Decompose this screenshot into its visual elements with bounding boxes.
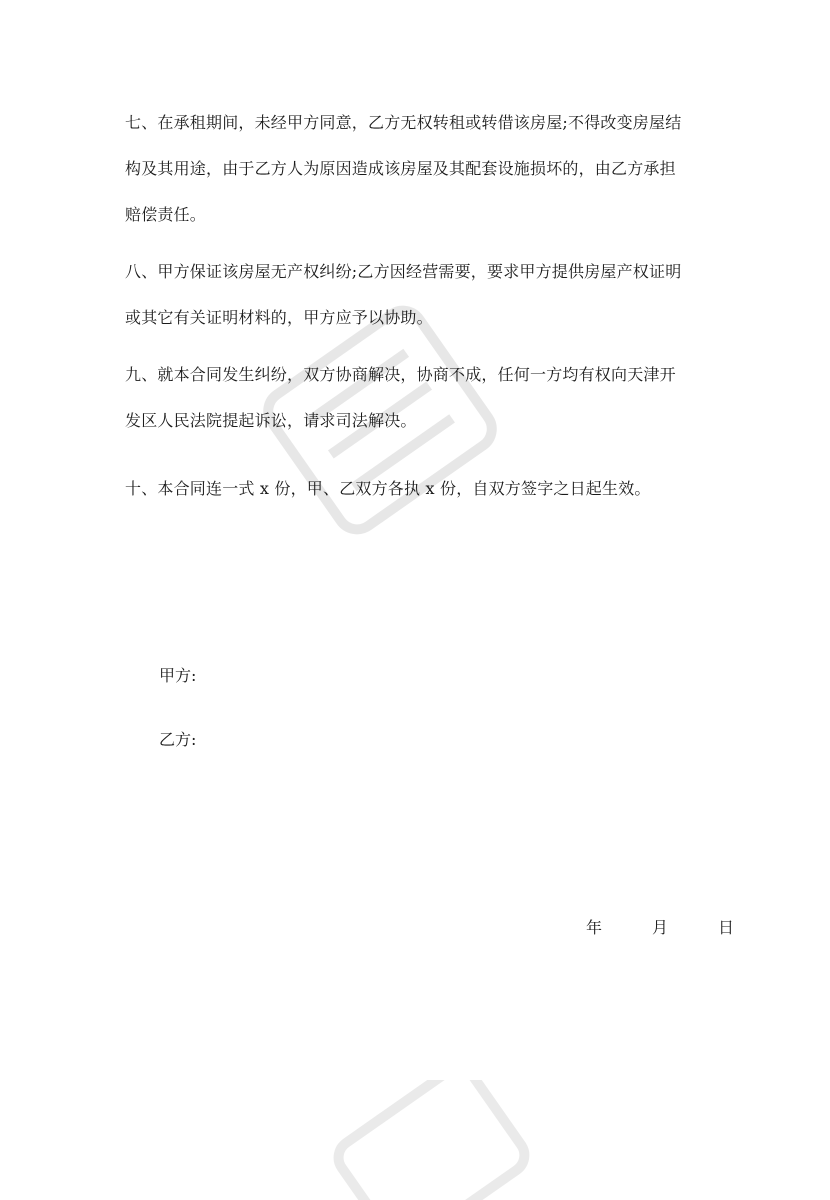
clause-nine-line-2: 发区人民法院提起诉讼，请求司法解决。 (125, 411, 417, 430)
clause-nine (125, 352, 725, 444)
clause-eight-line-2: 或其它有关证明材料的，甲方应予以协助。 (125, 308, 433, 327)
clause-ten (125, 466, 725, 512)
clause-seven-line-3: 赔偿责任。 (125, 205, 207, 224)
party-a-signature-label: 甲方: (159, 666, 197, 685)
date-year-label: 年 (586, 918, 603, 937)
date-month-label: 月 (652, 918, 669, 937)
date-day-label: 日 (718, 918, 735, 937)
clause-seven-line-2: 构及其用途，由于乙方人为原因造成该房屋及其配套设施损坏的，由乙方承担 (125, 159, 676, 178)
signature-date (586, 916, 734, 940)
clause-seven-line-1: 七、在承租期间，未经甲方同意，乙方无权转租或转借该房屋;不得改变房屋结 (125, 113, 682, 132)
party-b-signature-label: 乙方: (159, 730, 197, 749)
clause-eight-line-1: 八、甲方保证该房屋无产权纠纷;乙方因经营需要，要求甲方提供房屋产权证明 (125, 262, 682, 281)
watermark-logo-bottom (300, 1080, 540, 1200)
clause-seven (125, 100, 725, 238)
clause-eight (125, 249, 725, 341)
clause-nine-line-1: 九、就本合同发生纠纷，双方协商解决，协商不成，任何一方均有权向天津开 (125, 365, 676, 384)
clause-ten-line-1: 十、本合同连一式 x 份，甲、乙双方各执 x 份，自双方签字之日起生效。 (125, 479, 651, 498)
